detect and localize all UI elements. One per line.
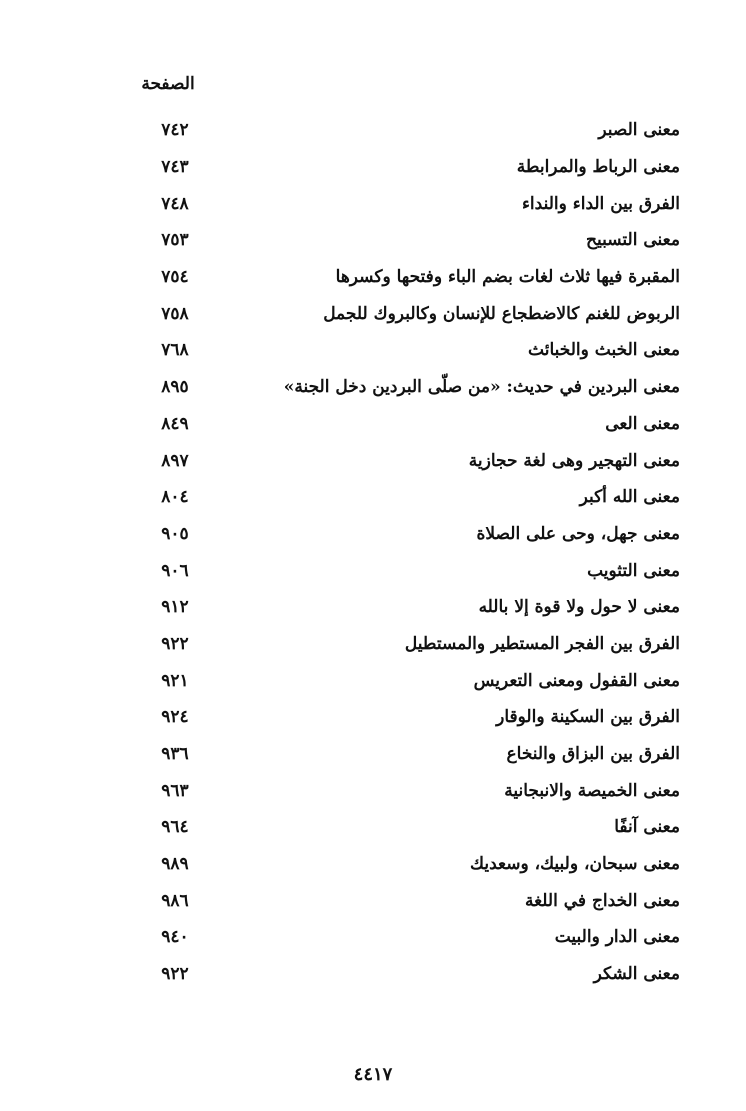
toc-entry-title: الفرق بين الفجر المستطير والمستطيل	[404, 633, 680, 654]
toc-entry	[140, 479, 680, 516]
toc-entry-title: معنى التهجير وهى لغة حجازية	[468, 450, 680, 471]
toc-entry	[140, 919, 680, 956]
toc-entry-title: معنى لا حول ولا قوة إلا بالله	[478, 597, 680, 618]
toc-entry-title: معنى الخبث والخبائث	[528, 340, 680, 361]
toc-entry-page: ٩٤٠	[161, 927, 189, 948]
toc-entry-title: الفرق بين الداء والنداء	[521, 193, 680, 214]
footer-page-number: ٤٤١٧	[353, 1064, 393, 1085]
toc-entry-page: ٩٢١	[161, 670, 189, 691]
toc-entry-page: ٧٦٨	[161, 340, 189, 361]
toc-entry	[140, 185, 680, 222]
toc-entry-title: معنى جهل، وحى على الصلاة	[476, 523, 680, 544]
toc-entry-page: ٩٠٥	[161, 523, 189, 544]
toc-entry-page: ٩٦٤	[161, 817, 189, 838]
toc-entry-title: معنى التسبيح	[586, 230, 680, 251]
toc-entry-page: ٧٥٨	[161, 303, 189, 324]
toc-entry-page: ٨٩٥	[161, 377, 189, 398]
toc-entry	[140, 589, 680, 626]
toc-entry-page: ٧٤٣	[161, 157, 189, 178]
toc-entry-page: ٨٤٩	[161, 413, 189, 434]
toc-entry-title: معنى الدار والبيت	[554, 927, 680, 948]
toc-entry-title: معنى البردين في حديث: «من صلّى البردين دخل الجنة»	[283, 377, 680, 398]
toc-entry-title: معنى الرباط والمرابطة	[516, 157, 680, 178]
toc-entry	[140, 552, 680, 589]
toc-entry	[140, 736, 680, 773]
toc-entry	[140, 442, 680, 479]
toc-entry	[140, 626, 680, 663]
page-column-header: الصفحة	[141, 74, 195, 94]
toc-entry-page: ٧٤٨	[161, 193, 189, 214]
toc-entry-page: ٩٢٤	[161, 707, 189, 728]
toc-entry-title: الفرق بين السكينة والوقار	[496, 707, 680, 728]
toc-entry	[140, 956, 680, 993]
toc-entry-page: ٩٨٩	[161, 854, 189, 875]
toc-entry	[140, 295, 680, 332]
toc-entry-title: معنى آنفًا	[614, 817, 680, 838]
toc-entry	[140, 846, 680, 883]
toc-entry	[140, 259, 680, 296]
toc-entry-title: معنى التثويب	[587, 560, 680, 581]
toc-entry	[140, 112, 680, 149]
toc-entry-page: ٩٨٦	[161, 890, 189, 911]
toc-entry	[140, 406, 680, 443]
toc-entry-title: المقبرة فيها ثلاث لغات بضم الباء وفتحها وكسرها	[335, 267, 680, 288]
toc-entry-title: الفرق بين البزاق والنخاع	[506, 744, 680, 765]
toc-entry-page: ٨٩٧	[161, 450, 189, 471]
toc-entry-page: ٩٢٢	[161, 633, 189, 654]
toc-entry	[140, 149, 680, 186]
toc-entry-title: معنى الخداج في اللغة	[524, 890, 680, 911]
toc-entry-page: ٩٦٣	[161, 780, 189, 801]
toc-list	[140, 112, 680, 993]
toc-entry	[140, 882, 680, 919]
toc-entry-title: معنى سبحان، ولبيك، وسعديك	[470, 854, 680, 875]
toc-entry-page: ٧٤٢	[161, 120, 189, 141]
toc-entry	[140, 222, 680, 259]
toc-entry	[140, 662, 680, 699]
toc-entry-title: الربوض للغنم كالاضطجاع للإنسان وكالبروك للجمل	[323, 303, 680, 324]
toc-entry-page: ٩٢٢	[161, 964, 189, 985]
toc-entry	[140, 809, 680, 846]
toc-entry-title: معنى الله أكبر	[579, 487, 680, 508]
toc-entry-title: معنى القفول ومعنى التعريس	[473, 670, 680, 691]
toc-entry-page: ٩٠٦	[161, 560, 189, 581]
toc-entry-title: معنى الخميصة والانبجانية	[504, 780, 680, 801]
toc-entry	[140, 369, 680, 406]
toc-entry-page: ٩٣٦	[161, 744, 189, 765]
toc-entry-title: معنى العى	[605, 413, 680, 434]
toc-entry-page: ٧٥٣	[161, 230, 189, 251]
toc-entry	[140, 699, 680, 736]
toc-entry-title: معنى الشكر	[593, 964, 680, 985]
toc-entry-page: ٨٠٤	[161, 487, 189, 508]
toc-entry-page: ٩١٢	[161, 597, 189, 618]
toc-entry	[140, 332, 680, 369]
toc-entry-page: ٧٥٤	[161, 267, 189, 288]
toc-entry	[140, 772, 680, 809]
toc-entry	[140, 516, 680, 553]
toc-entry-title: معنى الصبر	[598, 120, 680, 141]
